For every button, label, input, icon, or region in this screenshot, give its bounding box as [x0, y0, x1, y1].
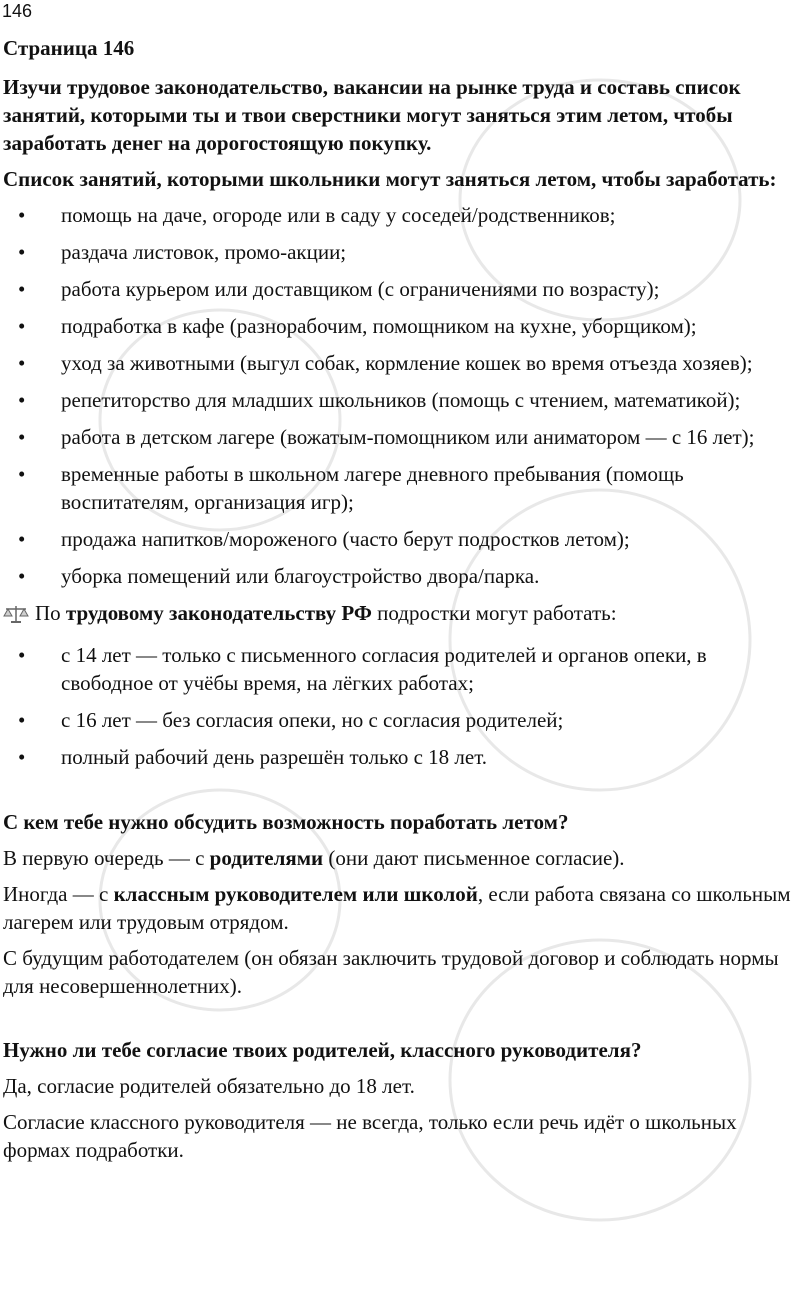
- list-item: • раздача листовок, промо-акции;: [18, 240, 347, 264]
- answer-1-paragraph-1: В первую очередь — с родителями (они дают письменное согласие).: [3, 846, 625, 870]
- list-item: • работа курьером или доставщиком (с ограничениями по возрасту);: [18, 277, 660, 301]
- list-item: • уход за животными (выгул собак, кормление кошек во время отъезда хозяев);: [18, 351, 753, 375]
- law-intro: По трудовому законодательству РФ подростки могут работать:: [3, 599, 798, 631]
- question-2-heading: Нужно ли тебе согласие твоих родителей, классного руководителя?: [3, 1038, 642, 1062]
- bullet-icon: •: [18, 527, 26, 551]
- page-number: 146: [2, 1, 33, 21]
- scales-icon: [3, 603, 31, 631]
- bullet-icon: •: [18, 314, 26, 338]
- bullet-icon: •: [18, 708, 26, 732]
- list-item: • с 16 лет — без согласия опеки, но с согласия родителей;: [18, 708, 564, 732]
- bullet-icon: •: [18, 425, 26, 449]
- law-list: [3, 641, 798, 771]
- bullet-icon: •: [18, 643, 26, 667]
- answer-2-paragraph-2: Согласие классного руководителя — не всегда, только если речь идёт о школьных формах подработки.: [3, 1110, 737, 1162]
- list-item: • репетиторство для младших школьников (помощь с чтением, математикой);: [18, 388, 741, 412]
- answer-1-paragraph-3: С будущим работодателем (он обязан заключить трудовой договор и соблюдать нормы для несовершеннолетних).: [3, 946, 779, 998]
- list-item: • продажа напитков/мороженого (часто берут подростков летом);: [18, 527, 630, 551]
- law-bold: трудовому законодательству РФ: [65, 601, 372, 625]
- list-item: • с 14 лет — только с письменного согласия родителей и органов опеки, в свободное от учёбы время, на лёгких работах;: [18, 643, 707, 695]
- list-item: • уборка помещений или благоустройство двора/парка.: [18, 564, 540, 588]
- list-heading: Список занятий, которыми школьники могут заняться летом, чтобы заработать:: [3, 167, 777, 191]
- list-item: • работа в детском лагере (вожатым-помощником или аниматором — с 16 лет);: [18, 425, 755, 449]
- question-1-heading: С кем тебе нужно обсудить возможность поработать летом?: [3, 810, 569, 834]
- document-body: [3, 34, 798, 1172]
- list-item: • подработка в кафе (разнорабочим, помощником на кухне, уборщиком);: [18, 314, 697, 338]
- list-item: • временные работы в школьном лагере дневного пребывания (помощь воспитателям, организация игр);: [18, 462, 684, 514]
- bullet-icon: •: [18, 745, 26, 769]
- bullet-icon: •: [18, 203, 26, 227]
- bullet-icon: •: [18, 388, 26, 412]
- list-item: • помощь на даче, огороде или в саду у соседей/родственников;: [18, 203, 616, 227]
- bullet-icon: •: [18, 240, 26, 264]
- answer-2-paragraph-1: Да, согласие родителей обязательно до 18 лет.: [3, 1074, 415, 1098]
- bullet-icon: •: [18, 351, 26, 375]
- bullet-icon: •: [18, 277, 26, 301]
- bullet-icon: •: [18, 462, 26, 486]
- answer-1-paragraph-2: Иногда — с классным руководителем или школой, если работа связана со школьным лагерем или трудовым отрядом.: [3, 882, 791, 934]
- page-title: Страница 146: [3, 36, 135, 60]
- list-item: • полный рабочий день разрешён только с 18 лет.: [18, 745, 488, 769]
- task-text: Изучи трудовое законодательство, вакансии на рынке труда и составь список занятий, которыми ты и твои сверстники могут заняться этим летом, чтобы заработать денег на дорогостоящую покупку.: [3, 75, 741, 155]
- bullet-icon: •: [18, 564, 26, 588]
- jobs-list: [3, 201, 798, 590]
